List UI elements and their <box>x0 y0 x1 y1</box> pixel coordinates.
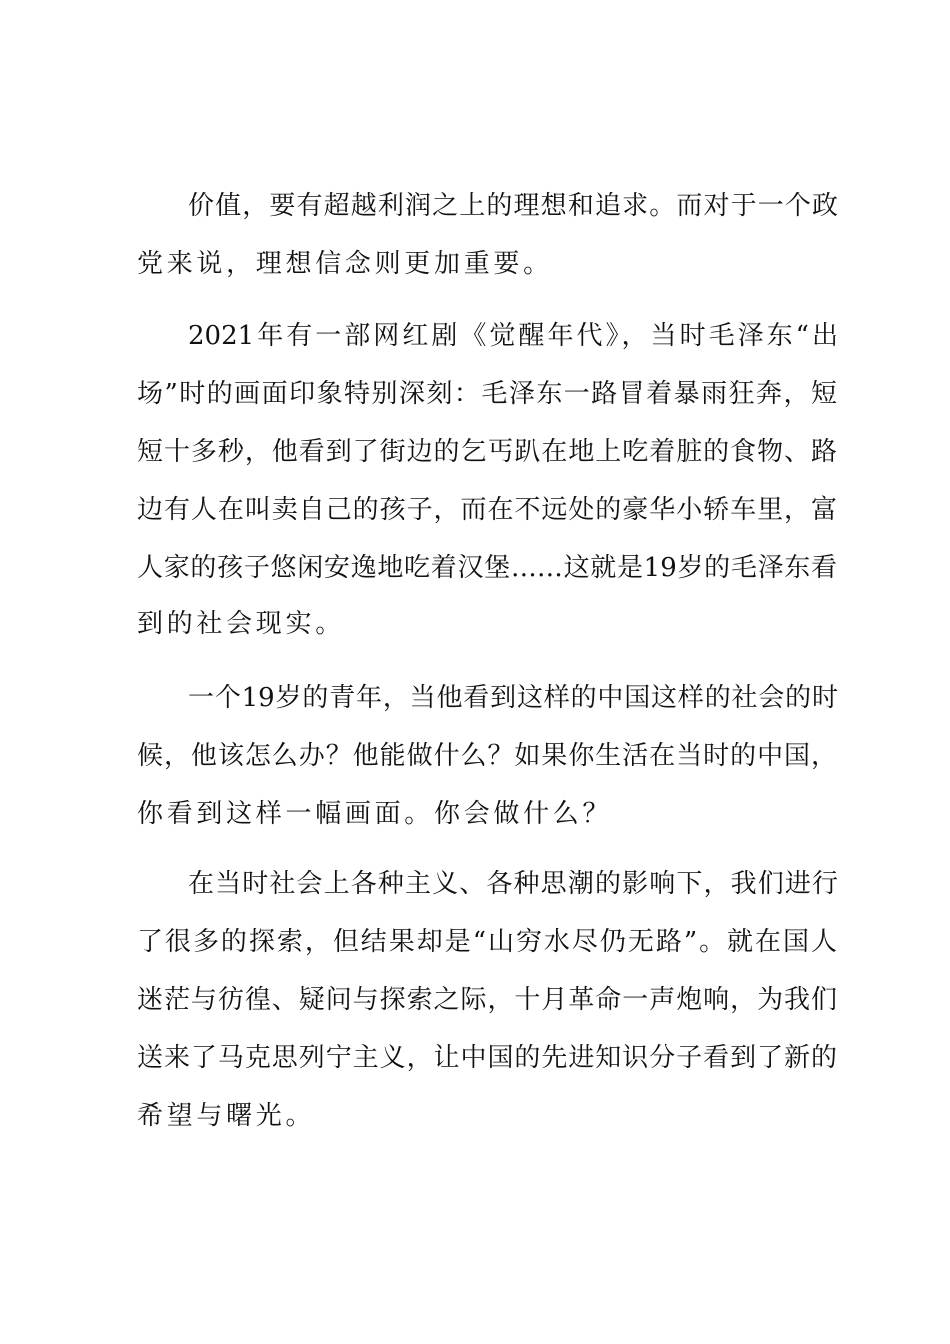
paragraph-3-line-1: 一个19岁的青年，当他看到这样的中国这样的社会的时 <box>188 683 838 713</box>
paragraph-4-line-4: 送来了马克思列宁主义，让中国的先进知识分子看到了新的 <box>137 1043 837 1073</box>
paragraph-2-line-5: 人家的孩子悠闲安逸地吃着汉堡……这就是19岁的毛泽东看 <box>137 553 837 583</box>
paragraph-4-line-2: 了很多的探索，但结果却是“山穷水尽仍无路”。就在国人 <box>137 927 837 957</box>
paragraph-3-line-3: 你看到这样一幅画面。你会做什么？ <box>137 799 613 829</box>
paragraph-1-line-1: 价值，要有超越利润之上的理想和追求。而对于一个政 <box>188 191 838 221</box>
paragraph-4-line-5: 希望与曙光。 <box>137 1101 316 1131</box>
paragraph-2-line-6: 到的社会现实。 <box>137 609 345 639</box>
paragraph-4-line-1: 在当时社会上各种主义、各种思潮的影响下，我们进行 <box>188 869 838 899</box>
paragraph-2-line-1: 2021年有一部网红剧《觉醒年代》，当时毛泽东“出 <box>188 321 838 351</box>
paragraph-3-line-2: 候，他该怎么办？他能做什么？如果你生活在当时的中国， <box>137 741 837 771</box>
paragraph-2-line-2: 场”时的画面印象特别深刻：毛泽东一路冒着暴雨狂奔，短 <box>137 379 837 409</box>
paragraph-4-line-3: 迷茫与彷徨、疑问与探索之际，十月革命一声炮响，为我们 <box>137 985 837 1015</box>
paragraph-2-line-4: 边有人在叫卖自己的孩子，而在不远处的豪华小轿车里，富 <box>137 495 837 525</box>
paragraph-2-line-3: 短十多秒，他看到了街边的乞丐趴在地上吃着脏的食物、路 <box>137 437 837 467</box>
paragraph-1-line-2: 党来说，理想信念则更加重要。 <box>137 249 553 279</box>
